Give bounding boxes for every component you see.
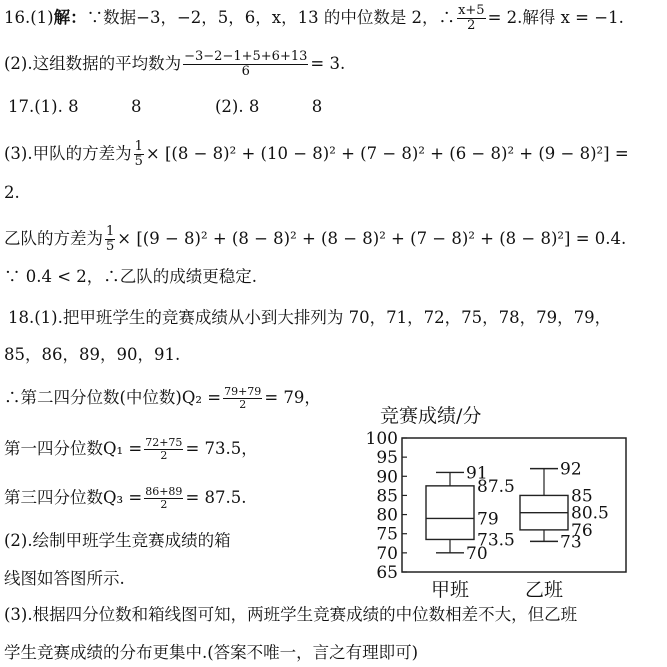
q16-line2 (4, 50, 345, 79)
q18-p3-line1: (3).根据四分位数和箱线图可知，两班学生竞赛成绩的中位数相差不大，但乙班 (4, 605, 578, 624)
q18-p2-line2: 线图如答图所示. (4, 569, 125, 588)
q1-result: = 73.5， (185, 439, 258, 458)
fraction: $\frac{-3-2-1+5+6+13}{6}$ (184, 49, 308, 79)
y-tick-label: 100 (365, 429, 398, 449)
q17-jia-result: 2. (4, 183, 20, 202)
data-label: 92 (560, 459, 582, 480)
category-label: 甲班 (430, 579, 470, 601)
q18-line1: 18.(1).把甲班学生的竞赛成绩从小到大排列为 70，71，72，75，78，79，79， (8, 308, 612, 327)
data-label: 91 (466, 463, 488, 484)
q17-line1: 17.(1). 8 8 (2). 8 8 (8, 97, 323, 116)
q18-q1 (4, 437, 258, 462)
y-tick-label: 70 (376, 543, 398, 564)
data-label: 70 (466, 543, 488, 564)
data-label: 80.5 (571, 503, 609, 524)
q16-mean-text: (2).这组数据的平均数为 (4, 54, 182, 73)
q17-line3 (4, 140, 629, 169)
data-label: 79 (477, 509, 499, 530)
data-label: 73.5 (477, 530, 515, 551)
q18-p2-line1: (2).绘制甲班学生竞赛成绩的箱 (4, 531, 231, 550)
y-tick-label: 85 (376, 486, 398, 507)
y-tick-label: 90 (376, 467, 398, 488)
q16-result: = 2.解得 x = −1. (487, 8, 624, 27)
boxplot-chart (358, 396, 658, 604)
fraction: $\frac{x+5}{2}$ (458, 3, 485, 33)
y-tick-label: 95 (376, 448, 398, 469)
q18-p3-line2: 学生竞赛成绩的分布更集中.(答案不唯一，言之有理即可) (4, 643, 419, 662)
answer-label: 解： (53, 8, 87, 27)
data-label: 73 (560, 532, 582, 553)
q18-q2 (4, 386, 321, 411)
q17-conclusion: ∵ 0.4 < 2，∴乙队的成绩更稳定. (4, 267, 258, 286)
q1-label: 第一四分位数Q₁ = (4, 439, 143, 458)
box (426, 486, 474, 540)
q17-jia-expr: × [(8 − 8)² + (10 − 8)² + (7 − 8)² + (6 − 8)² + (9 − 8)²] = (145, 144, 629, 163)
q18-line2: 85，86，89，90，91. (4, 345, 181, 364)
q2-label: ∴第二四分位数(中位数)Q₂ = (4, 388, 222, 407)
fraction: $\frac{72+75}{2}$ (145, 436, 183, 462)
q16-number: 16.(1) (4, 8, 54, 27)
data-label: 87.5 (477, 476, 515, 497)
data-label: 85 (571, 486, 593, 507)
y-tick-label: 65 (376, 563, 398, 583)
y-tick-label: 75 (376, 524, 398, 545)
q18-q3 (4, 486, 247, 511)
data-label: 76 (571, 520, 593, 541)
q3-label: 第三四分位数Q₃ = (4, 488, 143, 507)
q17-yi-expr: × [(9 − 8)² + (8 − 8)² + (8 − 8)² + (7 − 8)² + (8 − 8)²] = 0.4. (117, 229, 627, 248)
q17-yi-label: 乙队的方差为 (4, 229, 103, 248)
chart-title: 竞赛成绩/分 (380, 405, 482, 427)
fraction: $\frac{1}{5}$ (134, 139, 143, 169)
q16-line1 (4, 4, 624, 33)
q16-text: ∵数据−3，−2，5，6，x，13 的中位数是 2，∴ (86, 8, 456, 27)
category-label: 乙班 (524, 579, 564, 601)
q17-jia-label: (3).甲队的方差为 (4, 144, 132, 163)
q16-mean-result: = 3. (310, 54, 346, 73)
q17-line4 (4, 225, 626, 254)
fraction: $\frac{1}{5}$ (106, 224, 115, 254)
q3-result: = 87.5. (185, 488, 247, 507)
q2-result: = 79， (264, 388, 321, 407)
fraction: $\frac{79+79}{2}$ (224, 385, 262, 411)
fraction: $\frac{86+89}{2}$ (145, 485, 183, 511)
y-tick-label: 80 (376, 505, 398, 526)
